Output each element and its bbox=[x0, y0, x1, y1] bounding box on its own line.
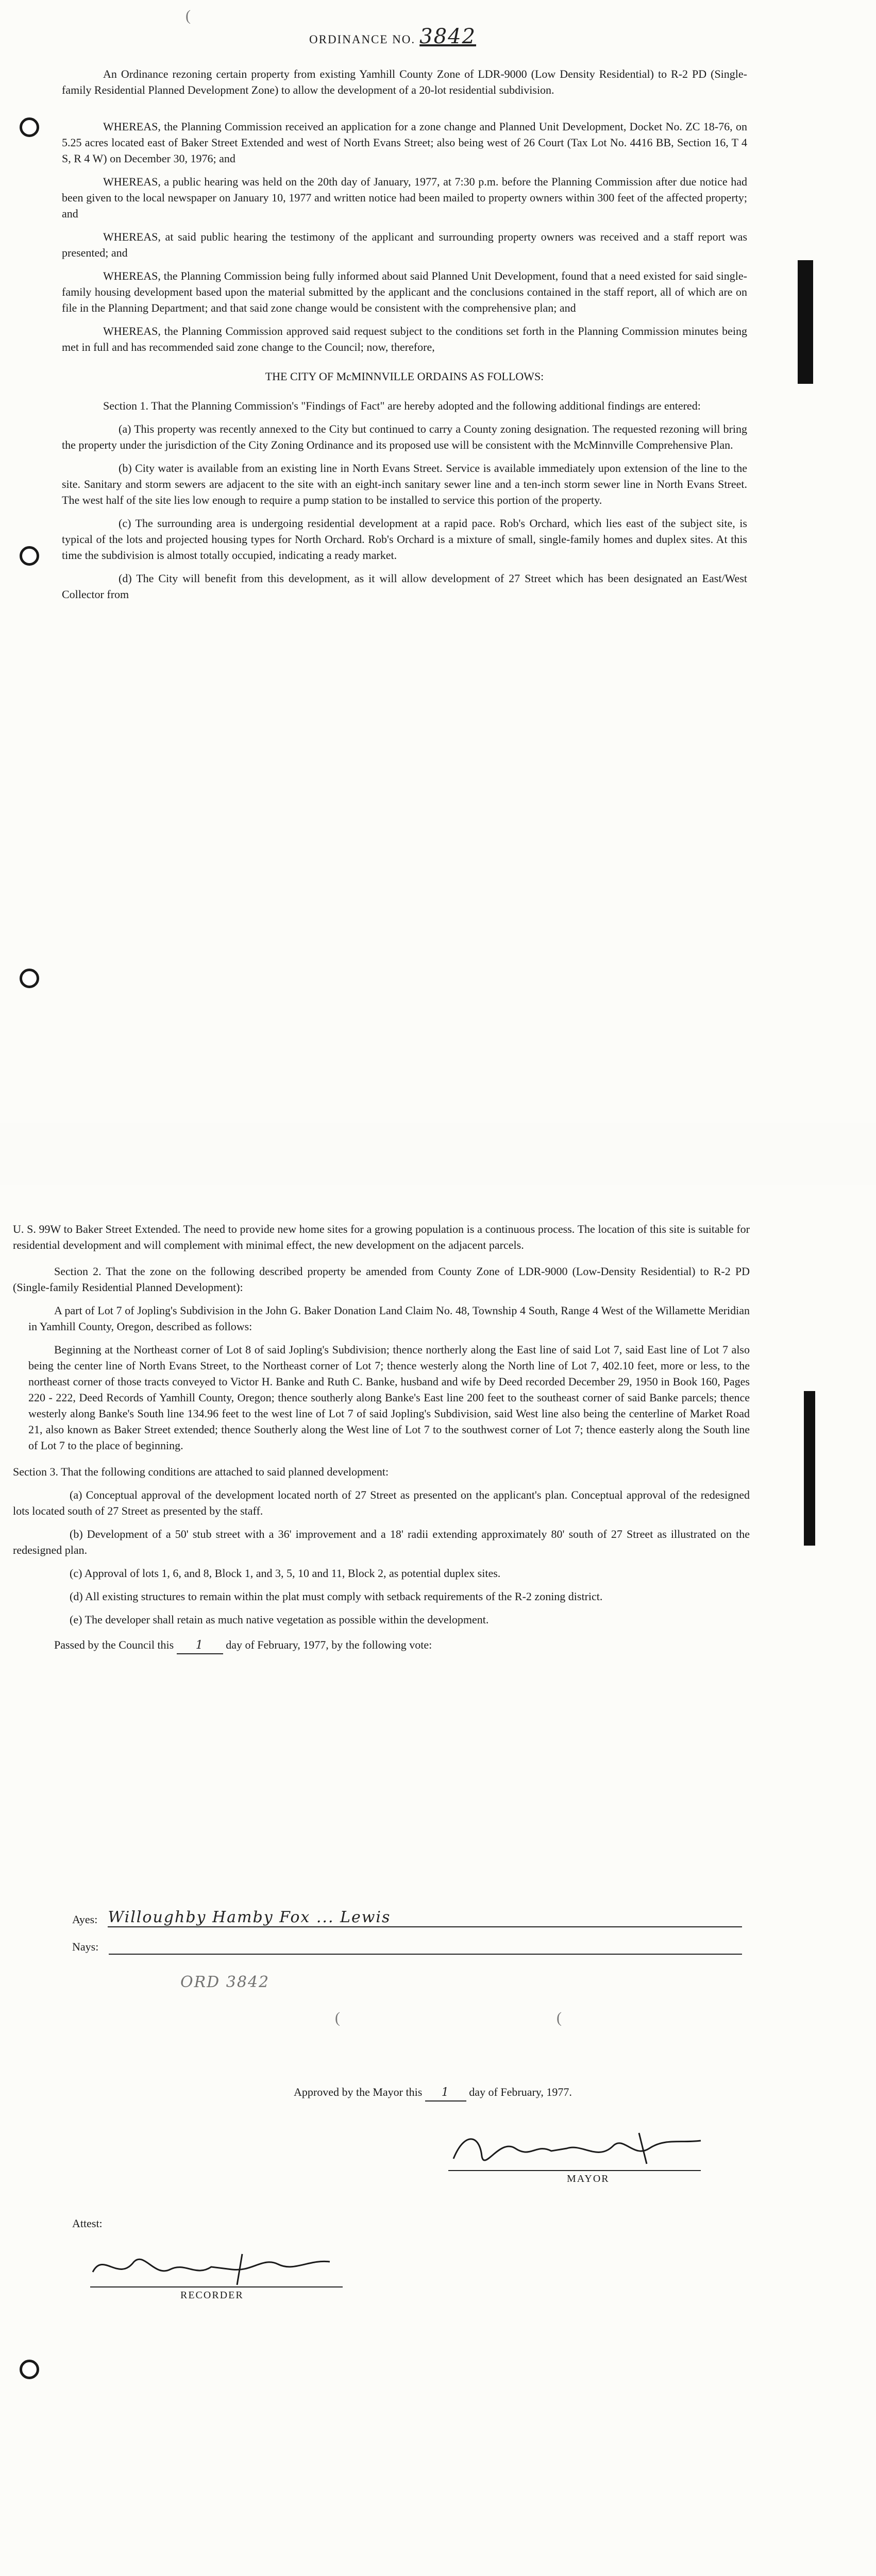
recorder-label: RECORDER bbox=[180, 2290, 244, 2301]
finding-d-continued: U. S. 99W to Baker Street Extended. The need to provide new home sites for a growing population is a continuous process. The location of this site is suitable for residential development and will complement with minimal effect, the new development on the adjacent parcels. bbox=[13, 1223, 750, 1251]
finding-c: (c) The surrounding area is undergoing residential development at a rapid pace. Rob's Orchard, which lies east of the subject site, is typical of the lots and projected housing types for North Orchard. Rob's Orchard is a mixture of small, single-family homes and duplex sites. At this time the subdivision is almost totally occupied, indicating a ready market. bbox=[62, 517, 747, 562]
punch-hole bbox=[20, 546, 39, 566]
recorder-signature-line bbox=[90, 2286, 343, 2287]
condition-e: (e) The developer shall retain as much native vegetation as possible within the development. bbox=[70, 1613, 489, 1626]
approved-text-b: day of February, 1977. bbox=[469, 2086, 572, 2098]
ayes-label: Ayes: bbox=[72, 1913, 98, 1926]
binding-mark bbox=[798, 260, 813, 384]
passed-day: 1 bbox=[177, 1637, 223, 1654]
intro-paragraph: An Ordinance rezoning certain property from existing Yamhill County Zone of LDR-9000 (Low Density Residential) to R-2 PD (Single-family Residential Planned Development Zone) to allow the development of a 20-lot residential subdivision. bbox=[62, 67, 747, 96]
passed-text-b: day of February, 1977, by the following vote: bbox=[226, 1638, 432, 1651]
lot-description: A part of Lot 7 of Jopling's Subdivision in the John G. Baker Donation Land Claim No. 48, Township 4 South, Range 4 West of the Willamette Meridian in Yamhill County, Oregon, described as follows: bbox=[28, 1304, 750, 1333]
ordains-heading: THE CITY OF McMINNVILLE ORDAINS AS FOLLOWS: bbox=[265, 370, 544, 383]
finding-a: (a) This property was recently annexed to the City but continued to carry a County zoning designation. The requested rezoning will bring the property under the jurisdiction of the City Zoning Ordinance and its proposed use will be consistent with the McMinnville Comprehensive Plan. bbox=[62, 422, 747, 451]
nays-line bbox=[109, 1939, 742, 1955]
vote-block bbox=[72, 1909, 742, 1955]
ayes-signatures: Willoughby Hamby Fox ... Lewis bbox=[108, 1909, 742, 1927]
condition-d: (d) All existing structures to remain within the plat must comply with setback requirements of the R-2 zoning district. bbox=[70, 1590, 603, 1603]
punch-hole bbox=[20, 969, 39, 988]
whereas-application: WHEREAS, the Planning Commission received an application for a zone change and Planned Unit Development, Docket No. ZC 18-76, on 5.25 acres located east of Baker Street Extended and west of North Evans Street; also being west of 26 Court (Tax Lot No. 4416 BB, Section 16, T 4 S, R 4 W) on December 30, 1976; and bbox=[62, 120, 747, 165]
page2-body bbox=[13, 1221, 750, 1662]
section-2: Section 2. That the zone on the following described property be amended from County Zone of LDR-9000 (Low-Density Residential) to R-2 PD (Single-family Residential Planned Development): bbox=[13, 1265, 750, 1294]
approved-text-a: Approved by the Mayor this bbox=[294, 2086, 423, 2098]
section-1: Section 1. That the Planning Commission's "Findings of Fact" are hereby adopted and the following additional findings are entered: bbox=[103, 399, 701, 412]
punch-hole bbox=[20, 2360, 39, 2379]
ord-handwritten-mid: ORD 3842 bbox=[180, 1973, 270, 1991]
whereas-approval: WHEREAS, the Planning Commission approved said request subject to the conditions set forth in the Planning Commission minutes being met in full and has recommended said zone change to the Council; now, therefore, bbox=[62, 325, 747, 353]
condition-a: (a) Conceptual approval of the development located north of 27 Street as presented on the applicant's plan. Conceptual approval of the redesigned lots located south of 27 Street as presented by the staff. bbox=[13, 1488, 750, 1517]
attest-label: Attest: bbox=[72, 2217, 103, 2230]
paper-mark: ( bbox=[557, 2009, 562, 2026]
finding-d: (d) The City will benefit from this development, as it will allow development of 27 Street which has been designated an East/West Collector from bbox=[62, 572, 747, 601]
finding-b: (b) City water is available from an existing line in North Evans Street. Service is available immediately upon extension of the line to the site. Sanitary and storm sewers are adjacent to the site with an eight-inch sanitary sewer line and a ten-inch storm sewer line in North Evans Street. The west half of the site lies low enough to require a pump station to be installed to service this portion of the property. bbox=[62, 462, 747, 506]
whereas-hearing: WHEREAS, a public hearing was held on the 20th day of January, 1977, at 7:30 p.m. before the Planning Commission after due notice had been given to the local newspaper on January 10, 1977 and written notice had been mailed to property owners within 300 feet of the affected property; and bbox=[62, 175, 747, 220]
approved-by-mayor bbox=[294, 2084, 757, 2102]
nays-label: Nays: bbox=[72, 1940, 99, 1953]
document-page-2 bbox=[0, 1185, 876, 2576]
binding-mark bbox=[804, 1391, 815, 1546]
mayor-signature-line bbox=[448, 2170, 701, 2171]
mayor-signature bbox=[443, 2128, 711, 2174]
paper-mark: ( bbox=[335, 2009, 340, 2026]
ordinance-title bbox=[309, 25, 476, 48]
nays-row bbox=[72, 1939, 742, 1955]
ayes-row bbox=[72, 1909, 742, 1927]
page1-body bbox=[62, 66, 747, 609]
approved-day: 1 bbox=[425, 2084, 466, 2102]
document-page-1 bbox=[0, 0, 876, 1123]
recorder-signature bbox=[88, 2246, 356, 2293]
passed-by-council bbox=[13, 1637, 750, 1654]
whereas-testimony: WHEREAS, at said public hearing the testimony of the applicant and surrounding property owners was received and a staff report was presented; and bbox=[62, 230, 747, 259]
punch-hole bbox=[20, 117, 39, 137]
title-number: 3842 bbox=[419, 25, 476, 48]
condition-c: (c) Approval of lots 1, 6, and 8, Block 1, and 3, 5, 10 and 11, Block 2, as potential duplex sites. bbox=[70, 1567, 501, 1580]
paper-mark: ( bbox=[186, 7, 191, 24]
mayor-label: MAYOR bbox=[567, 2173, 610, 2184]
whereas-findings: WHEREAS, the Planning Commission being fully informed about said Planned Unit Development, found that a need existed for said single-family housing development based upon the material submitted by the applicant and the conclusions contained in the staff report, all of which are on file in the Planning Department; and that said zone change would be consistent with the comprehensive plan; and bbox=[62, 269, 747, 314]
title-prefix: ORDINANCE NO. bbox=[309, 33, 416, 46]
passed-text-a: Passed by the Council this bbox=[54, 1638, 174, 1651]
condition-b: (b) Development of a 50' stub street with a 36' improvement and a 18' radii extending approximately 80' south of 27 Street as illustrated on the redesigned plan. bbox=[13, 1528, 750, 1556]
metes-and-bounds: Beginning at the Northeast corner of Lot 8 of said Jopling's Subdivision; thence northerly along the East line of said Lot 7, said East line of Lot 7 also being the center line of North Evans Street, to the Northeast corner of Lot 7; thence westerly along the North line of Lot 7, 402.10 feet, more or less, to the northeast corner of those tracts conveyed to Victor H. Banke and Ruth C. Banke, husband and wife by Deed recorded December 29, 1950 in Book 160, Pages 220 - 222, Deed Records of Yamhill County, Oregon; thence southerly along Banke's East line 200 feet to the southeast corner of said Banke parcels; thence westerly along Banke's South line 134.96 feet to the west line of Lot 7 of said Jopling's Subdivision, said West line also being the centerline of Market Road 21, also known as Baker Street extended; thence Southerly along the West line of Lot 7 to the southwest corner of Lot 7; thence easterly along the South line of Lot 7 to the place of beginning. bbox=[28, 1343, 750, 1452]
section-3: Section 3. That the following conditions are attached to said planned development: bbox=[13, 1465, 389, 1478]
